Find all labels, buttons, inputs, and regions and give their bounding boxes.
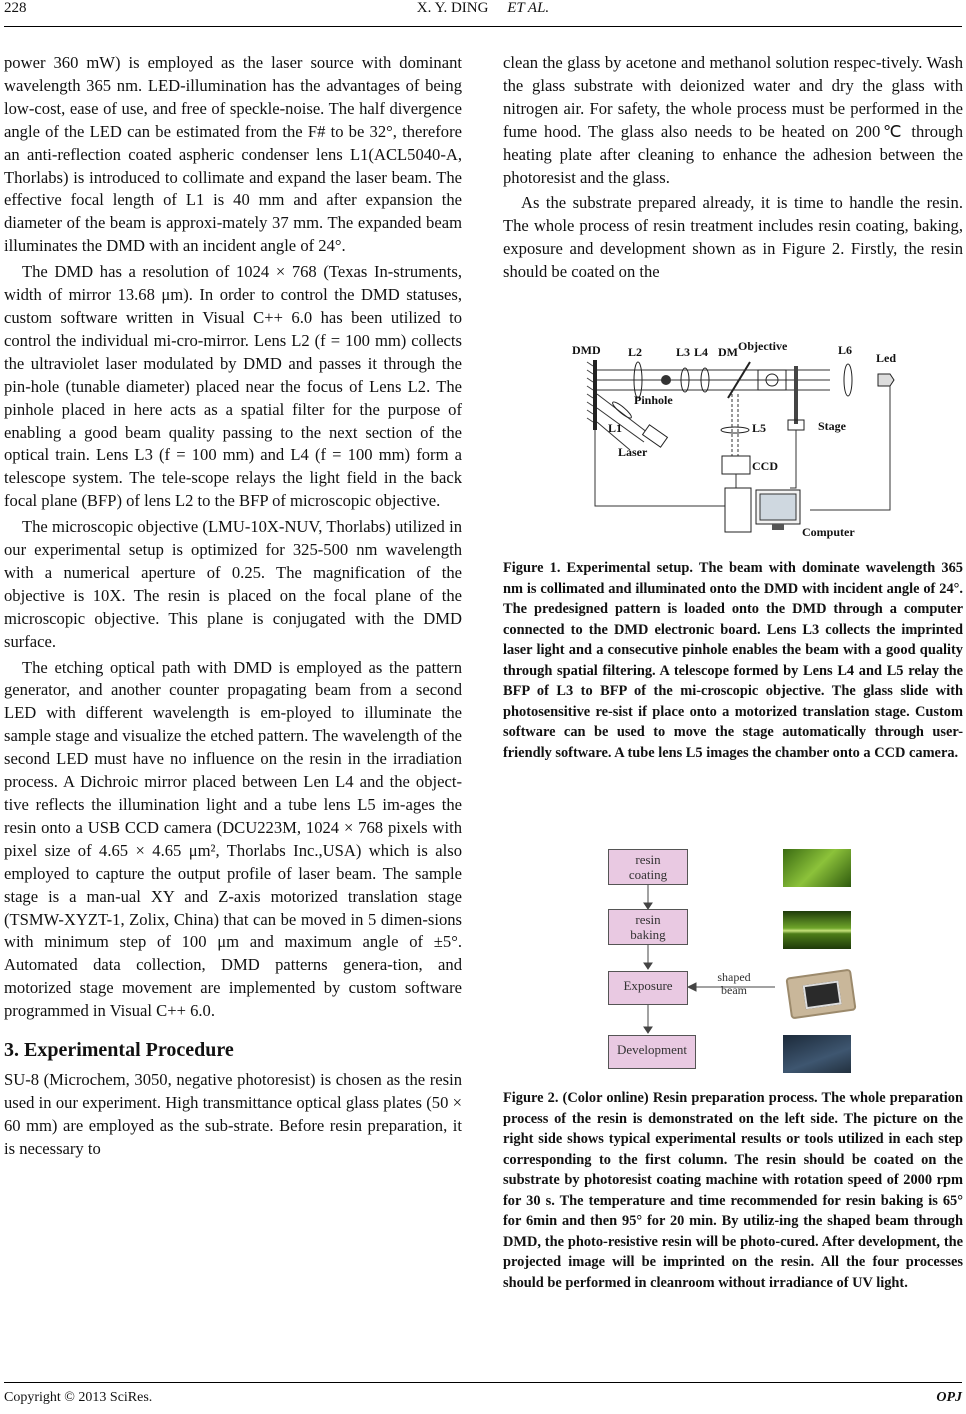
body-paragraph: power 360 mW) is employed as the laser source with dominant wavelength 365 nm. LED-illumination has the advantages of being low-cost, ease of use, and free of speckle-noise. The half divergence angle of the LED can be estimated from the F# to be 32°, therefore an anti-reflection coated aspheric condenser lens L1(ACL5040-A, Thorlabs) is introduced to collimate and expand the laser beam. The effective focal length of L1 is 40 mm and after expansion the diameter of the beam is approxi-mately 37 mm. The expanded beam illuminates the DMD with an incident angle of 24°. bbox=[4, 53, 462, 256]
computer-tower bbox=[725, 488, 751, 532]
label-stage: Stage bbox=[818, 419, 846, 433]
left-column bbox=[4, 52, 462, 1161]
footer-journal: OPJ bbox=[936, 1390, 962, 1405]
stage-post bbox=[794, 366, 798, 424]
setup-diagram-svg bbox=[560, 338, 910, 543]
body-paragraph: The microscopic objective (LMU-10X-NUV, Thorlabs) utilized in our experimental setup is optimized for 325-500 nm wavelength with a numerical aperture of 0.25. The magnification of the objective is 10X. The resin is placed on the focal plane of the microscopic objective. This plane is conjugated with the DMD surface. bbox=[4, 517, 462, 651]
arrow-label-shaped-beam: shaped beam bbox=[717, 970, 751, 997]
dmd-plate bbox=[593, 360, 597, 430]
ccd-camera bbox=[722, 456, 750, 474]
right-column bbox=[503, 52, 963, 284]
label-dmd: DMD bbox=[572, 343, 601, 357]
led bbox=[878, 374, 894, 386]
body-paragraph: The etching optical path with DMD is employed as the pattern generator, and another counter propagating beam from a second LED with different wavelength is em-ployed to illuminate the sample stage and visualize the etched pattern. The wavelength of the second LED must have no influence on the resin in the irradiation process. A Dichroic mirror placed between Len L4 and the object-tive reflects the illumination light and a tube lens L5 im-ages the resin onto a USB CCD camera (DCU223M, 1024 × 768 pixels with pixel size of 4.65 × 4.65 μm², Thorlabs Inc.,USA) which is also employed to capture the output profile of laser beam. The sample stage is a man-ual XY and Z-axis motorized translation stage (TSMW-XYZT-1, Zolix, China) that can be moved in 5 dimen-sions with minimum step of 100 μm and maximum angle of ±5°. Automated data collection, DMD patterns genera-tion, and motorized stage movement are implemented by custom software programmed in Visual C++ 6.0. bbox=[4, 657, 462, 1021]
photo-baked-resin bbox=[783, 911, 851, 949]
label-l3: L3 bbox=[676, 345, 691, 359]
step-development: Development bbox=[608, 1035, 696, 1069]
label-l6: L6 bbox=[838, 343, 853, 357]
photo-developed-pattern bbox=[783, 1035, 851, 1073]
figure-2-caption: Figure 2. (Color online) Resin preparation process. The whole preparation process of the resin is demonstrated on the left side. The picture on the right side shows typical experimental results or tools utilized in each step corresponding to the first column. The resin should be coated on the substrate by photoresist coating machine with rotation speed of 2000 rpm for 30 s. The temperature and time recommended for resin baking is 65° for 6min and then 95° for 20 min. By utiliz-ing the shaped beam through DMD, the photo-resistive resin will be photo-cured. After development, the projected image will be imprinted on the resin. All the four processes should be performed in cleanroom without irradiance of UV light. bbox=[503, 1090, 963, 1291]
label-laser: Laser bbox=[618, 445, 648, 459]
section-heading: 3. Experimental Procedure bbox=[4, 1039, 234, 1062]
body-paragraph: SU-8 (Microchem, 3050, negative photoresist) is chosen as the resin used in our experiment. High transmittance optical glass plates (50 × 60 mm) are employed as the sub-strate. Before resin preparation, it is necessary to bbox=[4, 1070, 462, 1158]
label-ccd: CCD bbox=[752, 459, 778, 473]
label-computer: Computer bbox=[802, 525, 855, 539]
figure-2-process bbox=[600, 845, 860, 1070]
pinhole bbox=[661, 375, 671, 385]
lens-l1 bbox=[611, 400, 633, 420]
body-paragraph: clean the glass by acetone and methanol solution respec-tively. Wash the glass substrate with deionized water and dry the glass with nitrogen air. For safety, the whole process must be performed in the fume hood. The glass also needs to be heated on 200℃ through heating plate after cleaning to enhance the adhesion between the photoresist and the glass. bbox=[503, 53, 963, 187]
label-pinhole: Pinhole bbox=[634, 393, 673, 407]
label-l5: L5 bbox=[752, 421, 767, 435]
label-l4: L4 bbox=[694, 345, 709, 359]
label-l2: L2 bbox=[628, 345, 643, 359]
footer-copyright: Copyright © 2013 SciRes. bbox=[4, 1390, 153, 1405]
running-head-et-al: ET AL. bbox=[507, 0, 550, 16]
laser bbox=[643, 425, 668, 447]
header-rule bbox=[4, 26, 962, 27]
body-paragraph: The DMD has a resolution of 1024 × 768 (Texas In-struments, width of mirror 13.68 μm). In order to control the DMD statuses, custom software written in Visual C++ 6.0 has been utilized to control the individual mi-cro-mirror. Lens L2 (f = 100 mm) collects the ultraviolet laser modulated by DMD and passes it through the pin-hole (tunable diameter) placed near the focus of Lens L2. The pinhole placed in here acts as a spatial filter for the purpose of enabling a good beam quality passing to the next section of the optical train. Lens L3 (f = 100 mm) and L4 (f = 100 mm) form a telescope system. The tele-scope relays the light field in the back focal plane (BFP) of lens L2 to the BFP of microscopic objective. bbox=[4, 262, 462, 511]
label-dm: DM bbox=[718, 345, 738, 359]
label-objective: Objective bbox=[738, 339, 788, 353]
label-led: Led bbox=[876, 351, 897, 365]
lens-l6 bbox=[844, 364, 852, 396]
running-head bbox=[0, 0, 966, 17]
step-resin-baking: resin baking bbox=[608, 909, 688, 945]
figure-1-setup-diagram bbox=[560, 338, 910, 543]
label-l1: L1 bbox=[608, 421, 623, 435]
body-paragraph: As the substrate prepared already, it is time to handle the resin. The whole process of resin treatment includes resin coating, baking, exposure and development shown as in Figure 2. Firstly, the resin should be coated on the bbox=[503, 193, 963, 282]
page-number: 228 bbox=[4, 0, 27, 16]
step-exposure: Exposure bbox=[608, 971, 688, 1005]
lens-l5 bbox=[721, 427, 749, 433]
step-resin-coating: resin coating bbox=[608, 849, 688, 885]
running-head-authors: X. Y. DING bbox=[416, 0, 489, 16]
photo-coated-resin bbox=[783, 849, 851, 887]
figure-1-caption: Figure 1. Experimental setup. The beam with dominate wavelength 365 nm is collimated and illuminated onto the DMD with incident angle of 24°. The predesigned pattern is loaded onto the DMD through a computer connected to the DMD electronic board. Lens L3 collects the imprinted laser light and a consecutive pinhole enables the beam with a good quality through spatial filtering. A telescope formed by Lens L4 and L5 relay the BFP of L3 to BFP of the mi-croscopic objective. The glass slide with photosensitive re-sist if place onto a motorized translation stage. Custom software can be used to move the stage automatically through user- friendly software. A tube lens L5 images the chamber onto a CCD camera. bbox=[503, 560, 963, 761]
footer-rule bbox=[4, 1382, 962, 1383]
